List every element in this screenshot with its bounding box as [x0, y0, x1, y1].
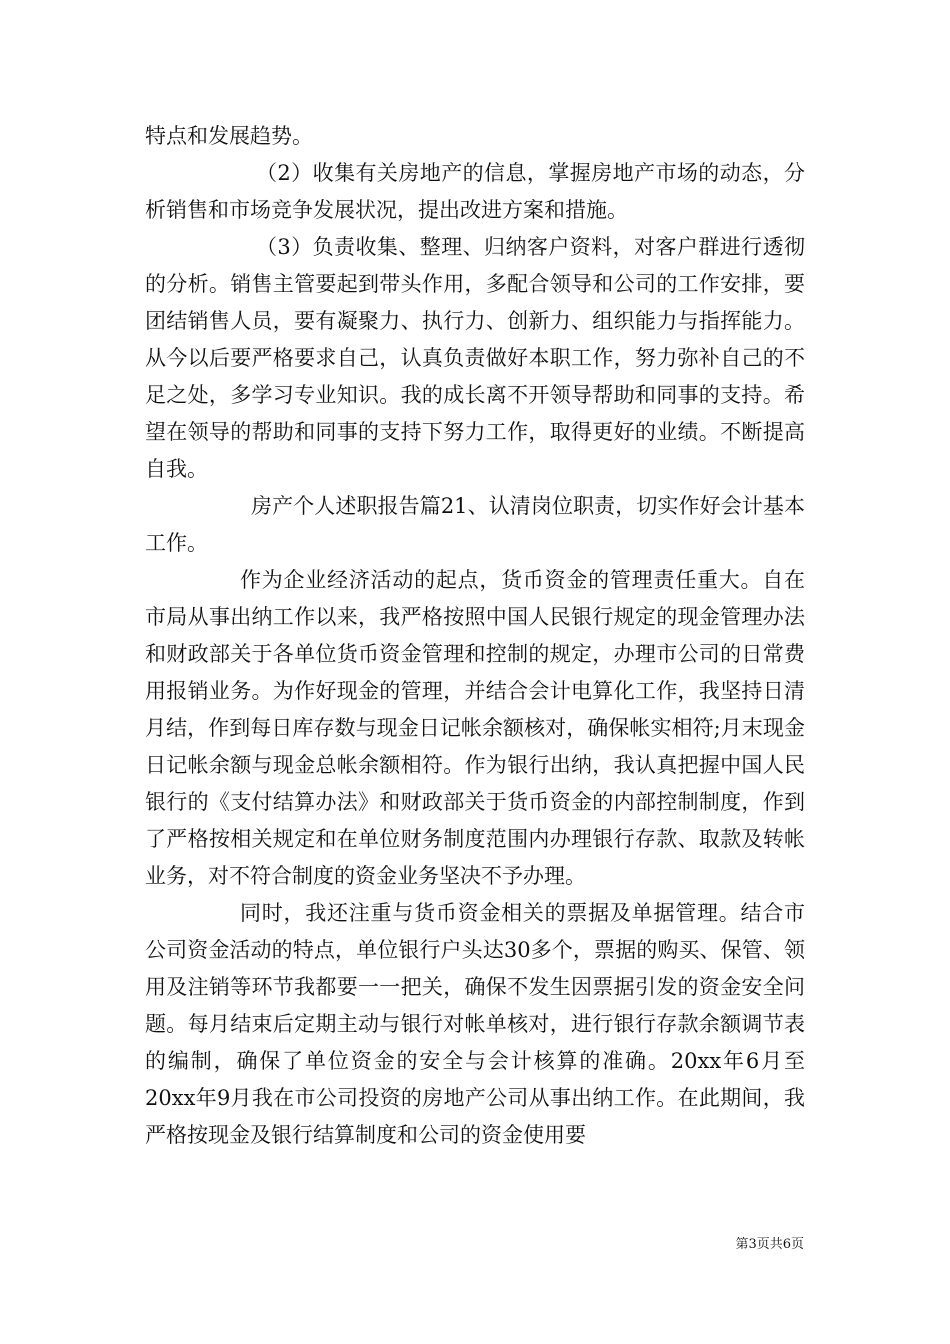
- paragraph-continuation: 特点和发展趋势。: [145, 124, 313, 148]
- paragraph-item-3: （3）负责收集、整理、归纳客户资料，对客户群进行透彻的分析。销售主管要起到带头作用，多配合领导和公司的工作安排，要团结销售人员，要有凝聚力、执行力、创新力、组织能力与指挥能力。从今以后要严格要求自己，认真负责做好本职工作，努力弥补自己的不足之处，多学习专业知识。我的成长离不开领导帮助和同事的支持。希望在领导的帮助和同事的支持下努力工作，取得更好的业绩。不断提高自我。: [145, 235, 805, 481]
- paragraph-item-2: （2）收集有关房地产的信息，掌握房地产市场的动态，分析销售和市场竞争发展状况，提出改进方案和措施。: [145, 161, 805, 222]
- paragraph-bill-management: 同时，我还注重与货币资金相关的票据及单据管理。结合市公司资金活动的特点，单位银行户头达30多个，票据的购买、保管、领用及注销等环节我都要一一把关，确保不发生因票据引发的资金安全问题。每月结束后定期主动与银行对帐单核对，进行银行存款余额调节表的编制，确保了单位资金的安全与会计核算的准确。20xx年6月至20xx年9月我在市公司投资的房地产公司从事出纳工作。在此期间，我严格按现金及银行结算制度和公司的资金使用要: [145, 901, 805, 1147]
- paragraph-section-heading: 房产个人述职报告篇21、认清岗位职责，切实作好会计基本工作。: [145, 494, 805, 555]
- document-body: [145, 118, 805, 1154]
- paragraph-cash-management: 作为企业经济活动的起点，货币资金的管理责任重大。自在市局从事出纳工作以来，我严格按照中国人民银行规定的现金管理办法和财政部关于各单位货币资金管理和控制的规定，办理市公司的日常费用报销业务。为作好现金的管理，并结合会计电算化工作，我坚持日清月结，作到每日库存数与现金日记帐余额核对，确保帐实相符;月末现金日记帐余额与现金总帐余额相符。作为银行出纳，我认真把握中国人民银行的《支付结算办法》和财政部关于货币资金的内部控制制度，作到了严格按相关规定和在单位财务制度范围内办理银行存款、取款及转帐业务，对不符合制度的资金业务坚决不予办理。: [145, 568, 805, 888]
- page-number-footer: 第3页共6页: [735, 1237, 804, 1252]
